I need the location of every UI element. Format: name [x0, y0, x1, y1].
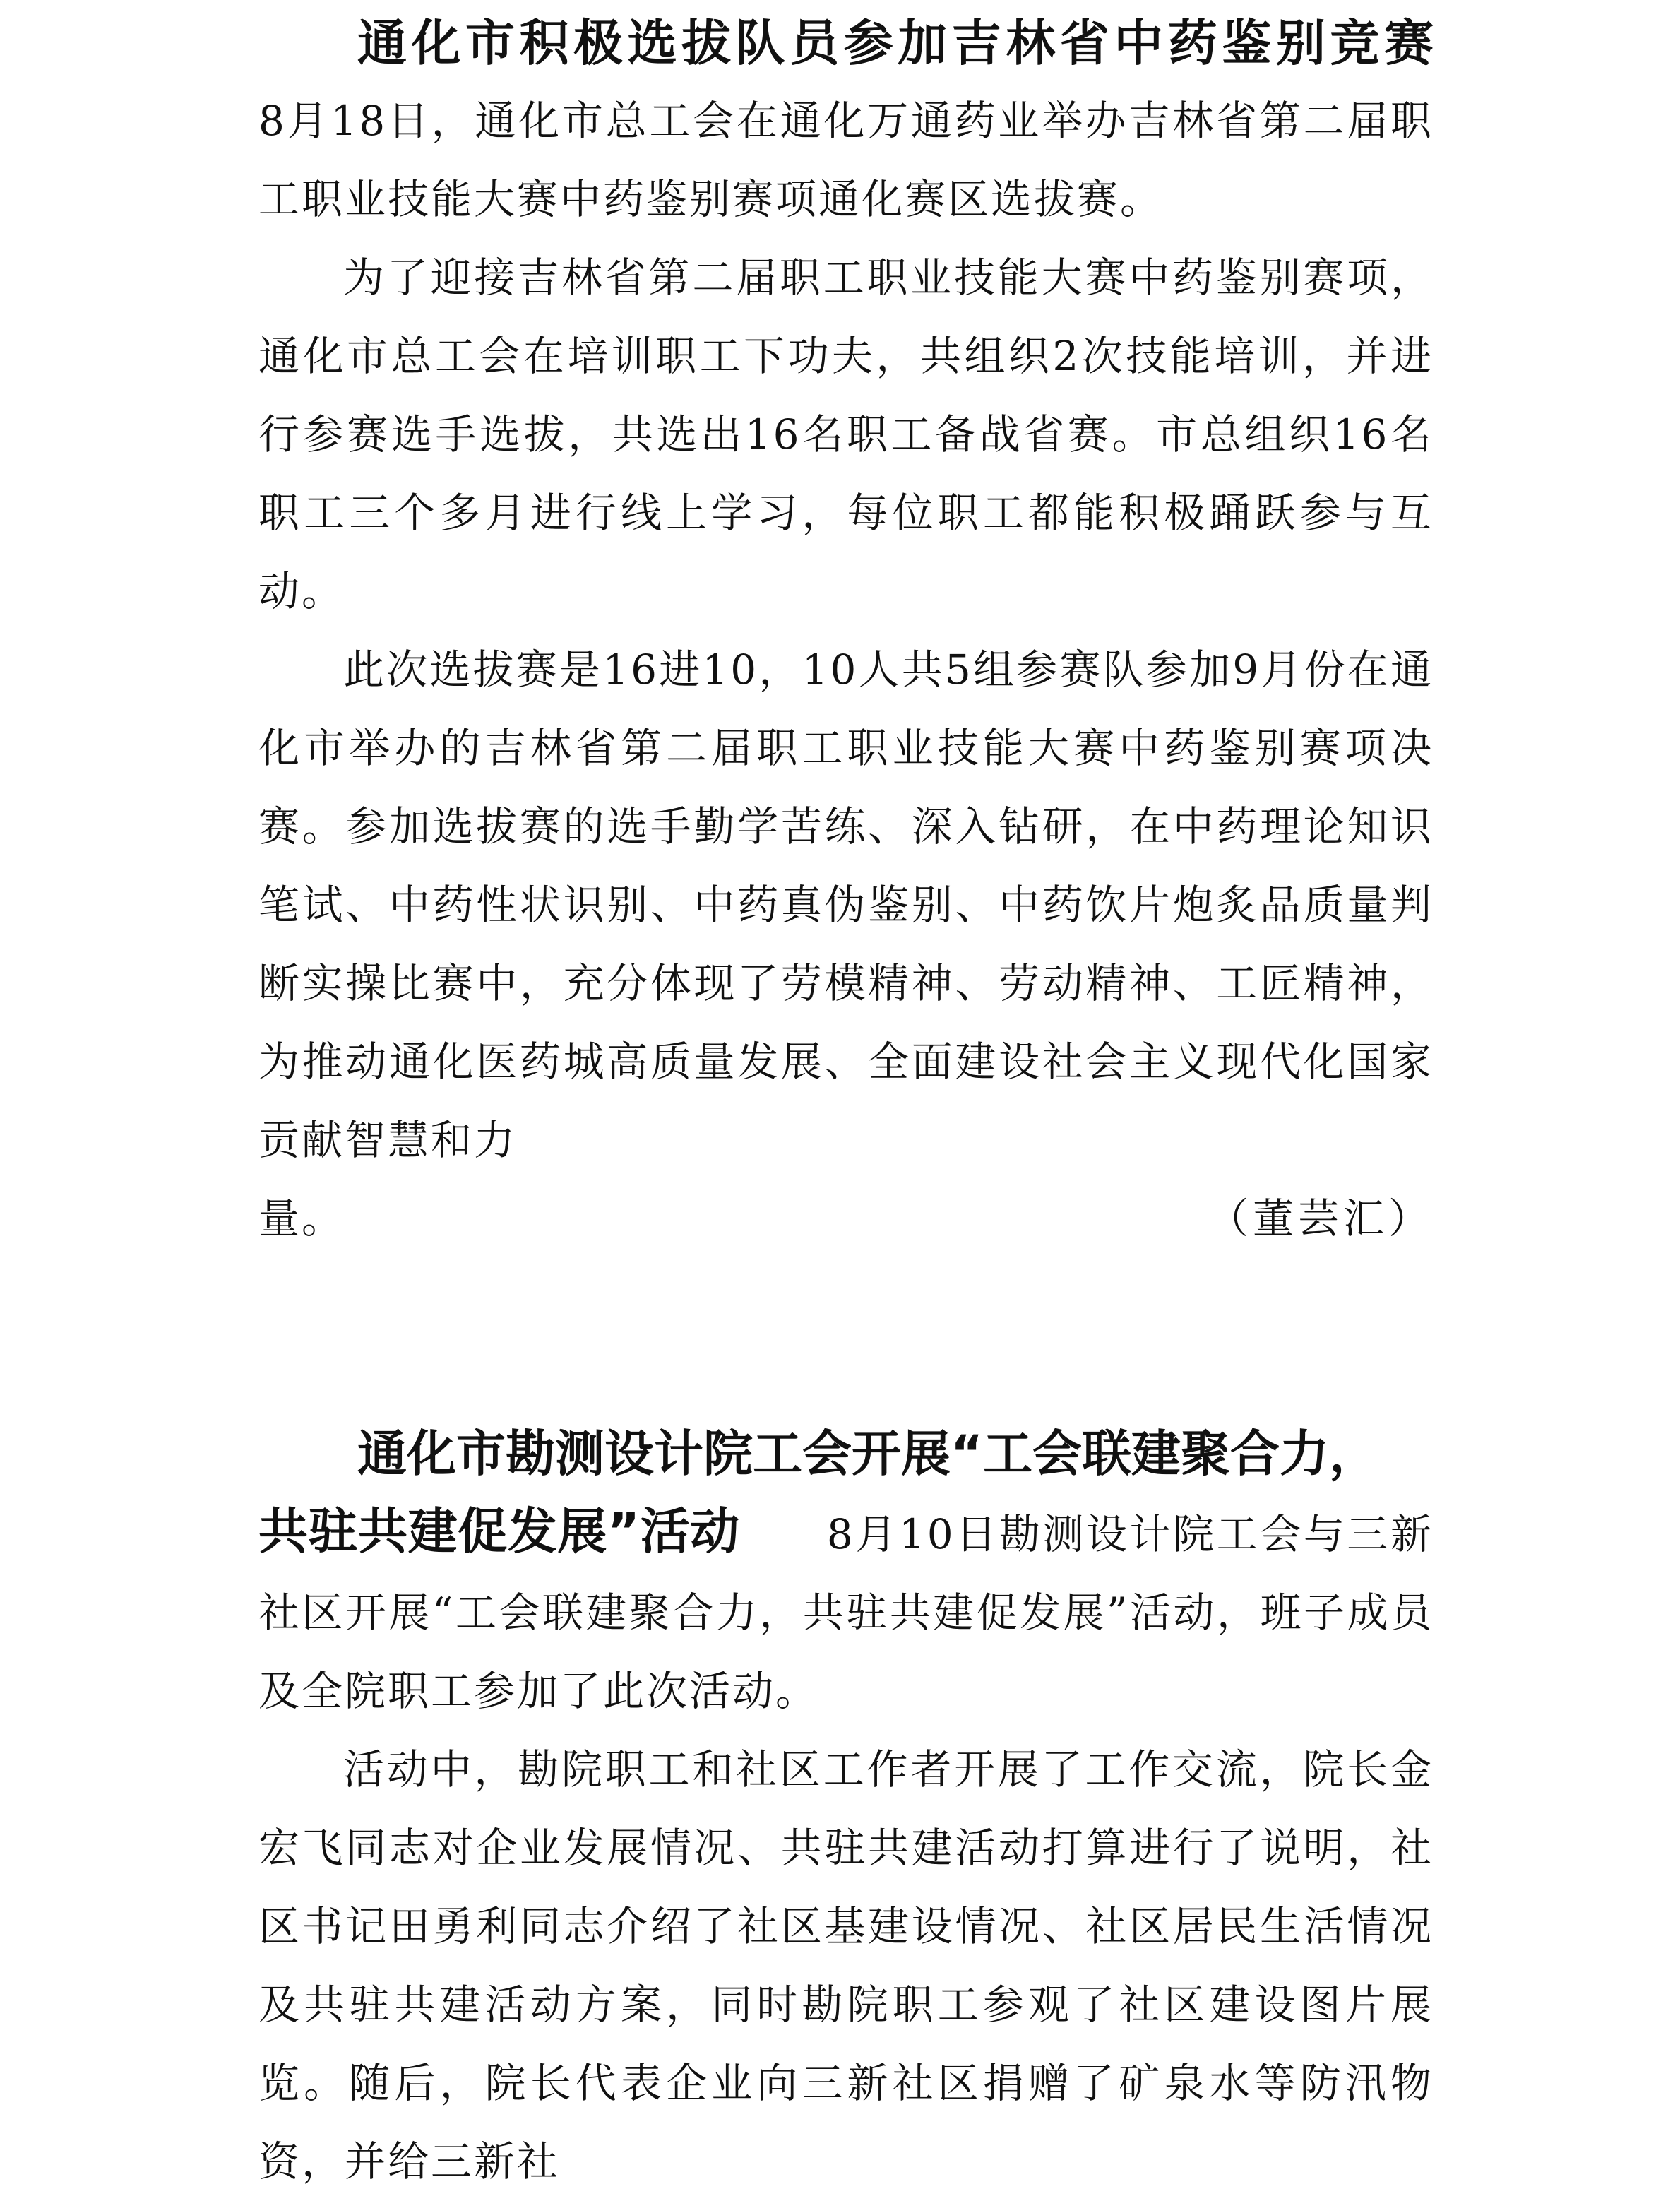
article-2-lead-text: 8月10日勘测设计院工会与三新社区开展“工会联建聚合力，共驻共建促发展”活动，班子成员及全院职工参加了此次活动。 [258, 1510, 1434, 1715]
article-1-last-line [258, 1180, 1434, 1258]
article-1-last-line-text: 量。 [258, 1194, 345, 1242]
article-1-author: （董芸汇） [1207, 1194, 1434, 1242]
article-2-lead-spacer [740, 1510, 827, 1558]
article-1-title: 通化市积极选拔队员参加吉林省中药鉴别竞赛 [357, 14, 1434, 72]
article-separator [258, 1258, 1434, 1415]
text-column [258, 0, 1434, 2201]
article-1-paragraph-3: 此次选拔赛是16进10，10人共5组参赛队参加9月份在通化市举办的吉林省第二届职工职业技能大赛中药鉴别赛项决赛。参加选拔赛的选手勤学苦练、深入钻研，在中药理论知识笔试、中药性状识别、中药真伪鉴别、中药饮片炮炙品质量判断实操比赛中，充分体现了劳模精神、劳动精神、工匠精神，为推动通化医药城高质量发展、全面建设社会主义现代化国家贡献智慧和力 [258, 646, 1434, 1164]
article-2-title-line-2: 共驻共建促发展”活动 [258, 1502, 740, 1560]
article-2-paragraph-1: 活动中，勘院职工和社区工作者开展了工作交流，院长金宏飞同志对企业发展情况、共驻共建活动打算进行了说明，社区书记田勇利同志介绍了社区基建设情况、社区居民生活情况及共驻共建活动方案，同时勘院职工参观了社区建设图片展览。随后，院长代表企业向三新社区捐赠了矿泉水等防汛物资，并给三新社 [258, 1745, 1434, 2185]
article-1-paragraph-1: 8月18日，通化市总工会在通化万通药业举办吉林省第二届职工职业技能大赛中药鉴别赛项通化赛区选拔赛。 [258, 97, 1434, 223]
article-2-title-line-1: 通化市勘测设计院工会开展“工会联建聚合力， [357, 1425, 1379, 1483]
article-2-lead-paragraph [258, 1493, 1434, 1731]
article-1-paragraph-2: 为了迎接吉林省第二届职工职业技能大赛中药鉴别赛项，通化市总工会在培训职工下功夫，共组织2次技能培训，并进行参赛选手选拔，共选出16名职工备战省赛。市总组织16名职工三个多月进行线上学习，每位职工都能积极踊跃参与互动。 [258, 254, 1434, 615]
